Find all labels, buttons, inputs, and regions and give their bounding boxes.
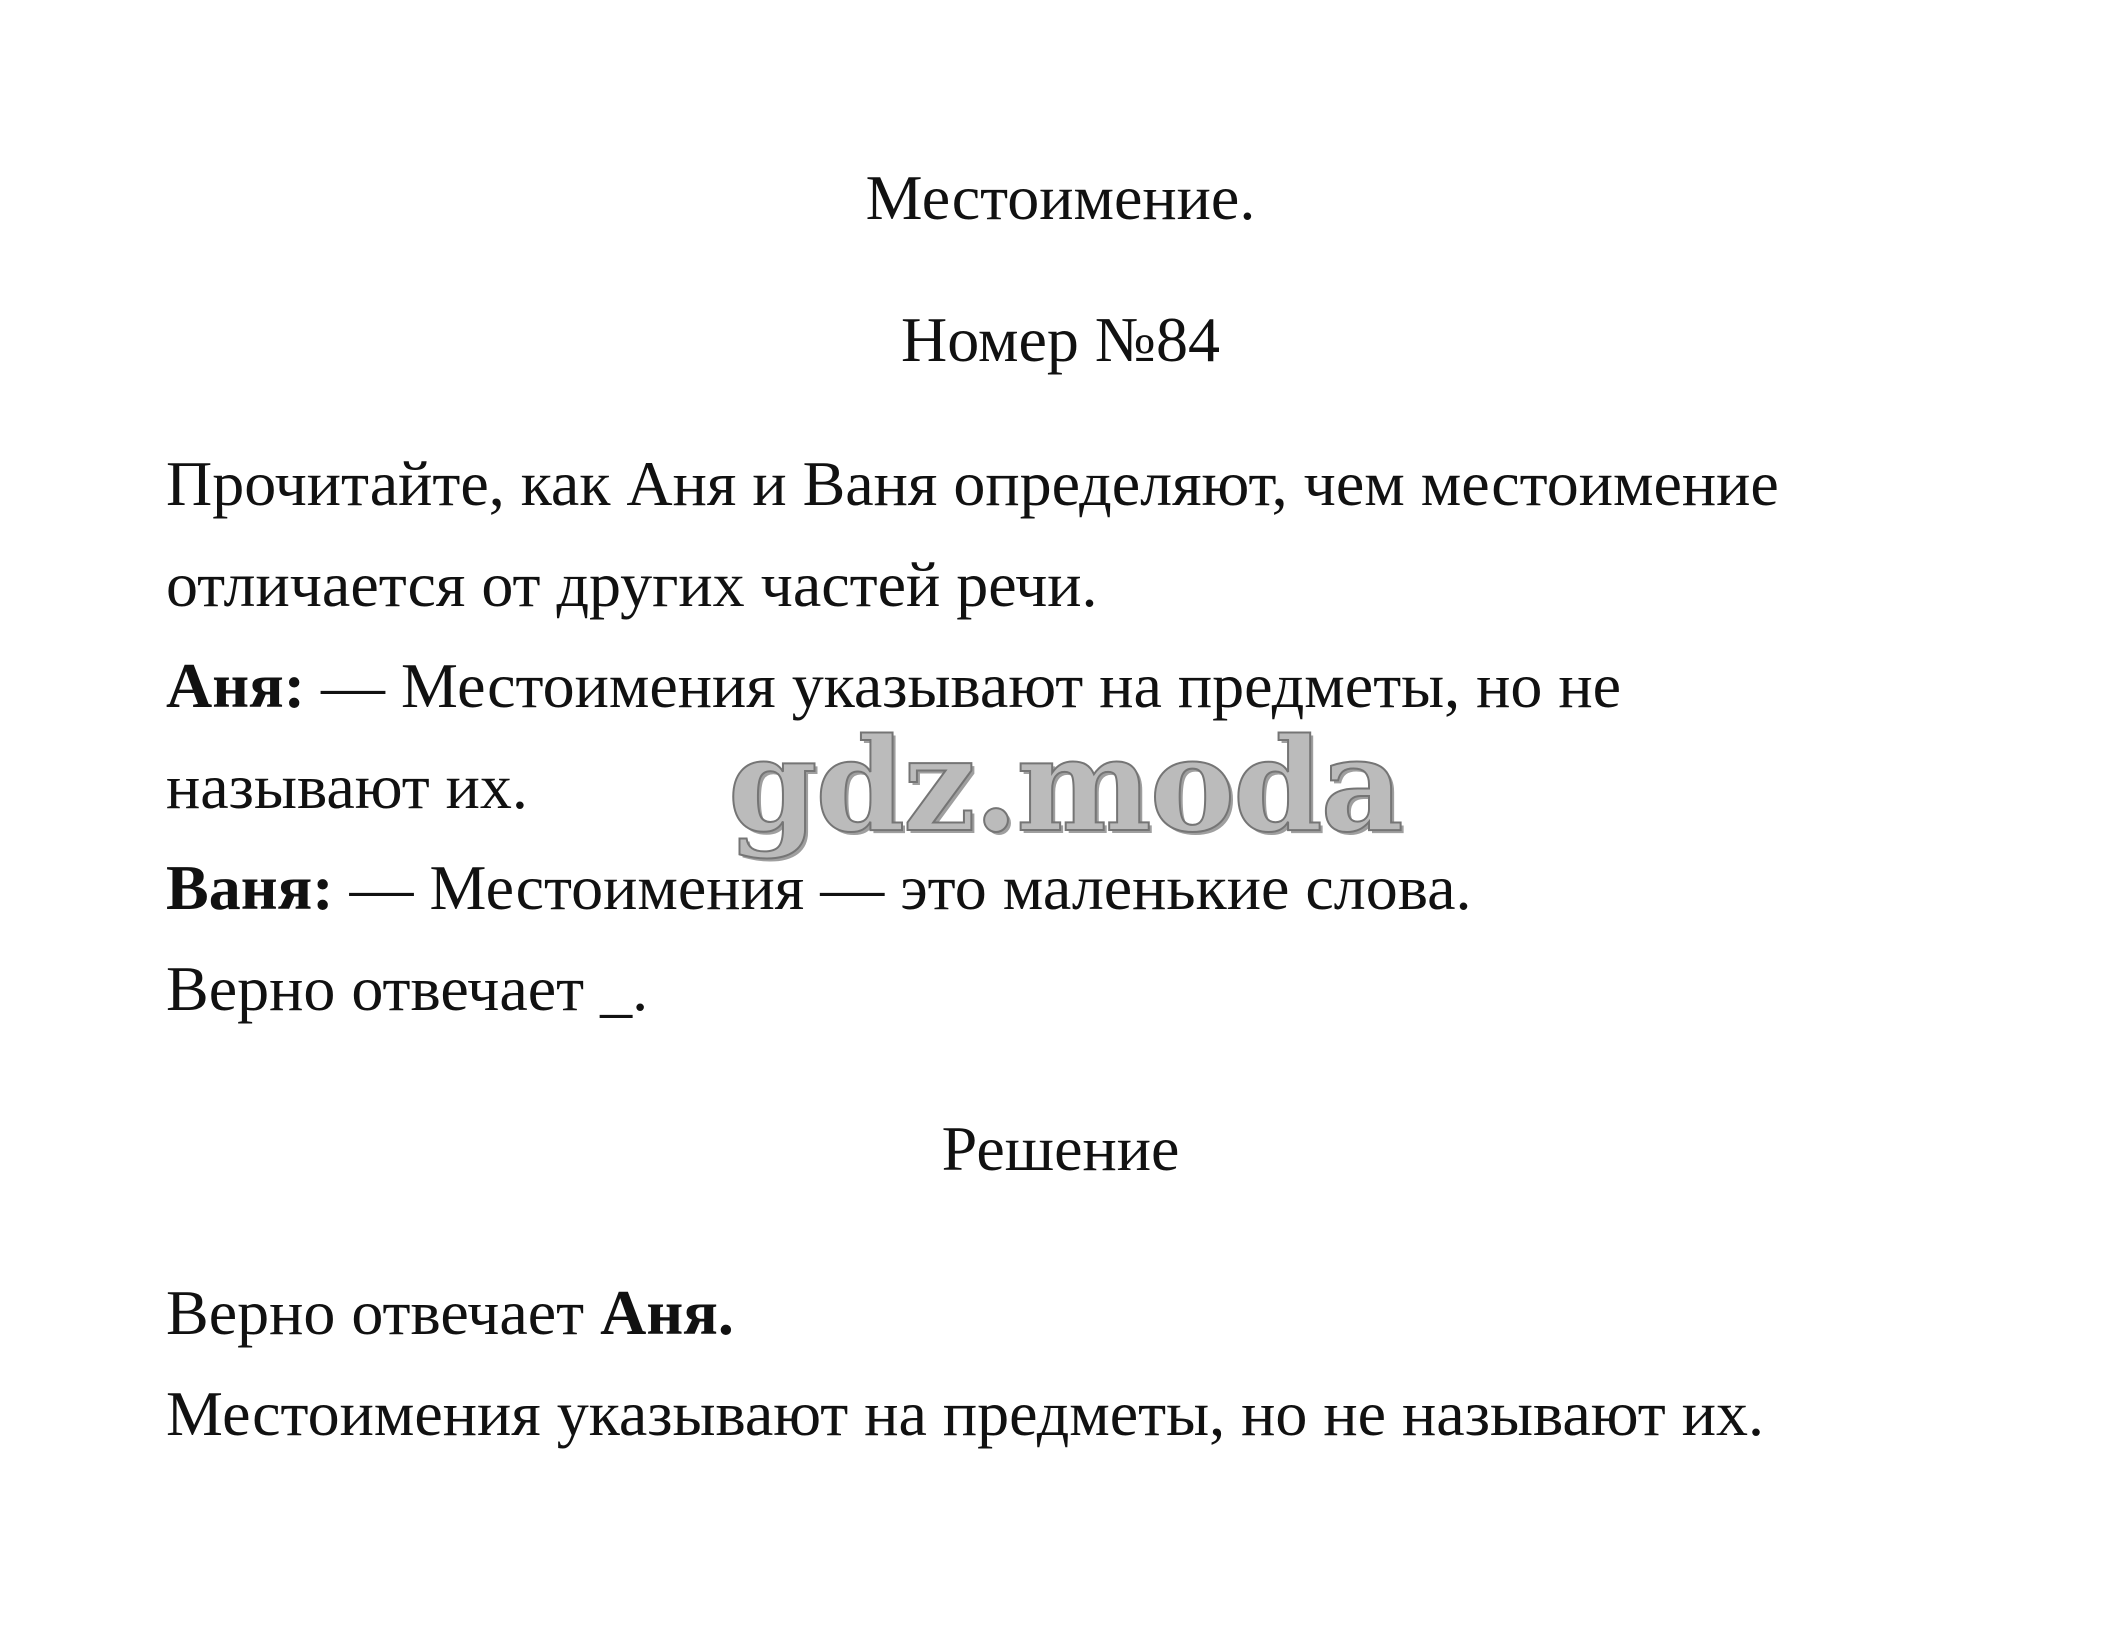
answer-line [166, 1277, 734, 1348]
answer-name: Аня. [600, 1277, 734, 1348]
vanya-text: — Местоимения — это маленькие слова. [333, 852, 1472, 923]
task-text-line-1: Прочитайте, как Аня и Ваня определяют, чем местоимение [166, 448, 1779, 519]
exercise-number: Номер №84 [901, 304, 1220, 375]
watermark-logo: gdz.moda [728, 711, 1402, 861]
anya-statement-line-1 [166, 650, 1622, 721]
vanya-label: Ваня: [166, 852, 334, 923]
anya-statement-line-2: называют их. [166, 751, 528, 822]
topic-title: Местоимение. [865, 162, 1256, 233]
anya-label: Аня: [166, 650, 306, 721]
anya-text: — Местоимения указывают на предметы, но не [305, 650, 1622, 721]
answer-prefix: Верно отвечает [166, 1277, 601, 1348]
explanation-line: Местоимения указывают на предметы, но не называют их. [166, 1378, 1764, 1449]
solution-heading: Решение [941, 1113, 1180, 1184]
question-line: Верно отвечает _. [166, 953, 649, 1024]
vanya-statement [166, 852, 1472, 923]
task-text-line-2: отличается от других частей речи. [166, 549, 1098, 620]
